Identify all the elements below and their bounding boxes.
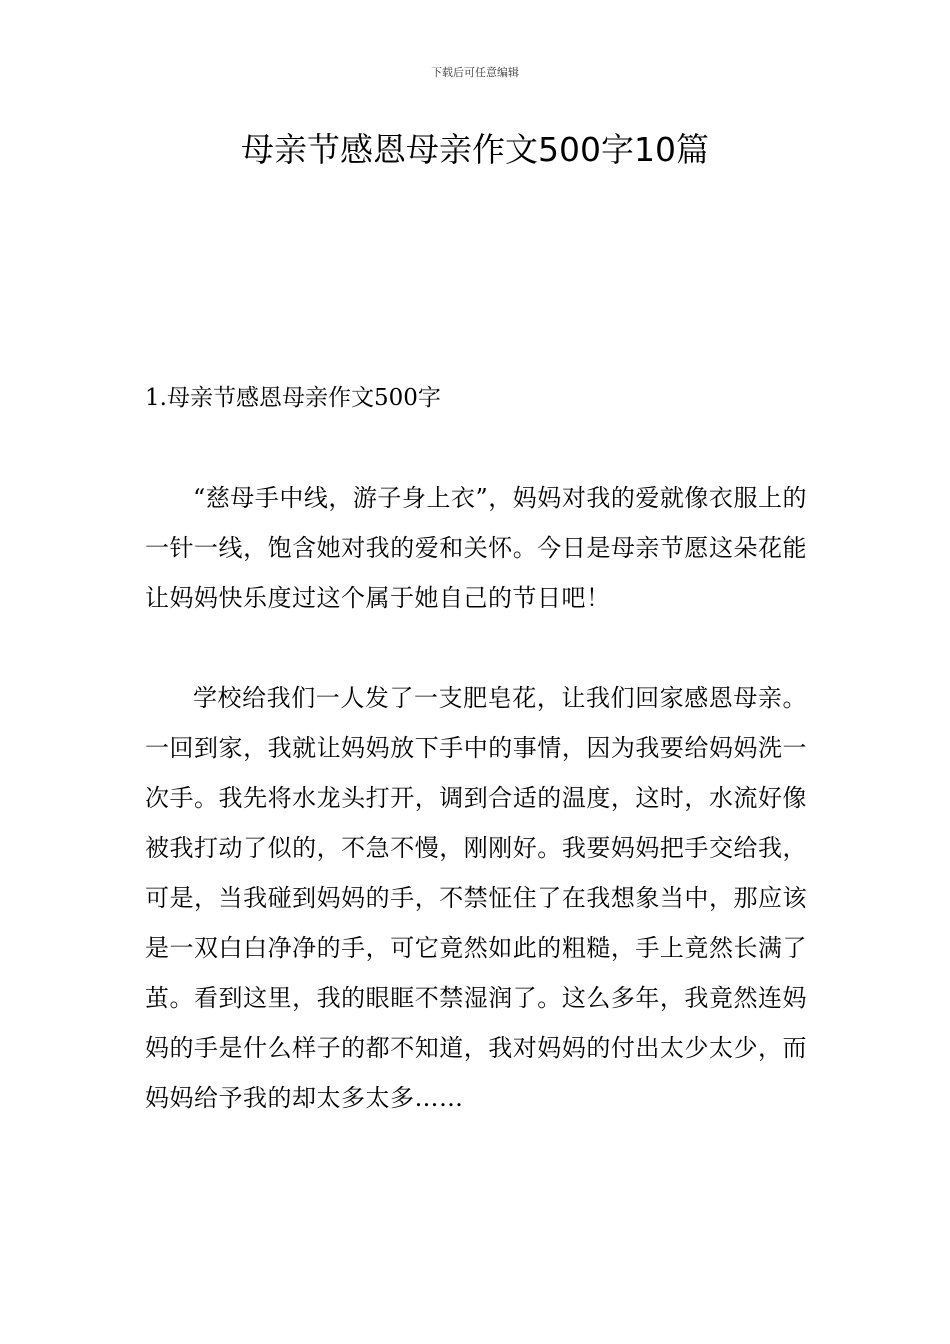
header-note: 下载后可任意编辑 <box>431 66 519 79</box>
paragraph-1: “慈母手中线，游子身上衣”，妈妈对我的爱就像衣服上的一针一线，饱含她对我的爱和关怀。今日是母亲节愿这朵花能让妈妈快乐度过这个属于她自己的节日吧！ <box>145 484 807 612</box>
document-title: 母亲节感恩母亲作文500字10篇 <box>241 130 709 169</box>
paragraph-2: 学校给我们一人发了一支肥皂花，让我们回家感恩母亲。一回到家，我就让妈妈放下手中的事情，因为我要给妈妈洗一次手。我先将水龙头打开，调到合适的温度，这时，水流好像被我打动了似的，不急不慢，刚刚好。我要妈妈把手交给我，可是，当我碰到妈妈的手，不禁怔住了在我想象当中，那应该是一双白白净净的手，可它竟然如此的粗糙，手上竟然长满了茧。看到这里，我的眼眶不禁湿润了。这么多年，我竟然连妈妈的手是什么样子的都不知道，我对妈妈的付出太少太少，而妈妈给予我的却太多太多…… <box>145 684 807 1112</box>
section-heading: 1.母亲节感恩母亲作文500字 <box>145 385 441 411</box>
